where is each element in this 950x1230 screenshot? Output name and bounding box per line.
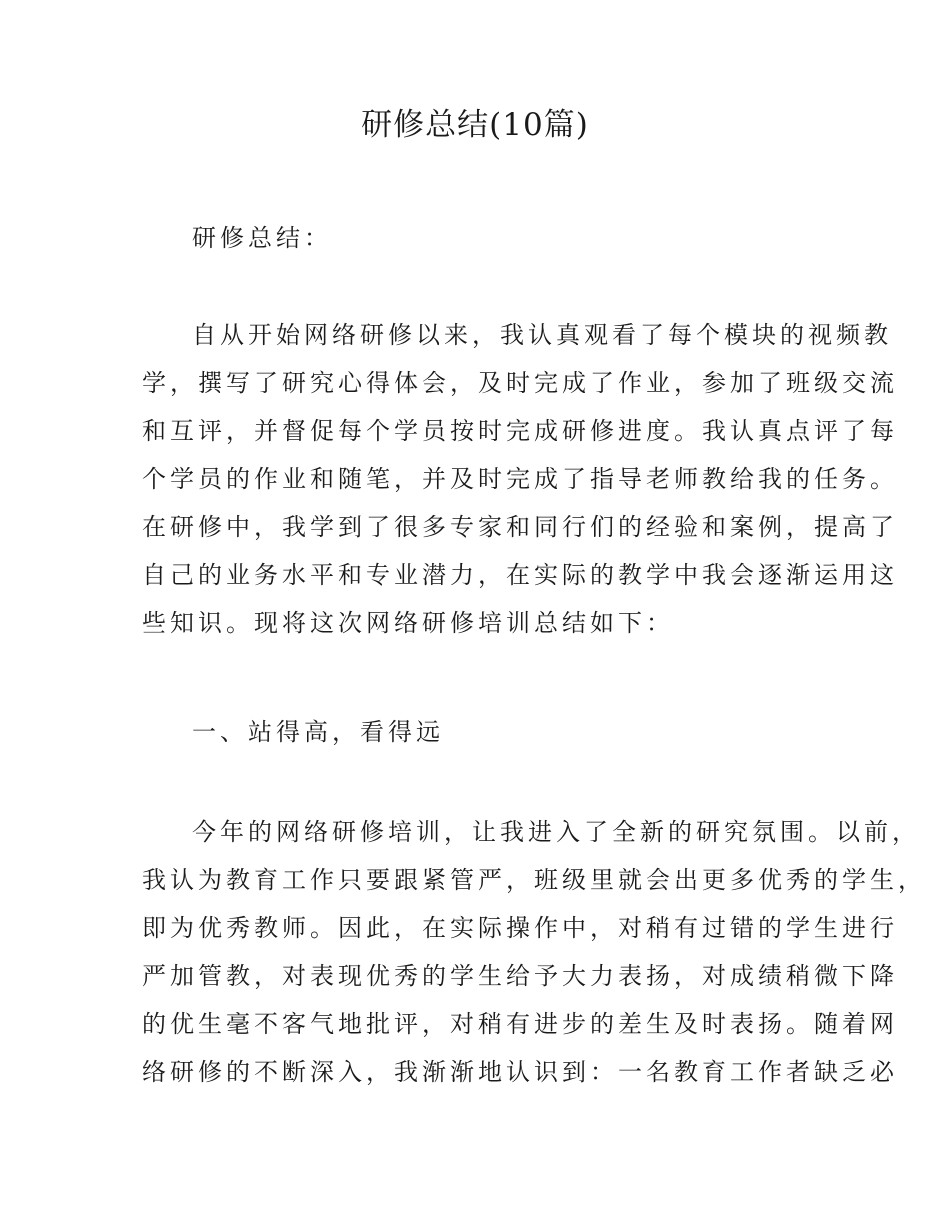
- paragraph-1: [142, 311, 898, 647]
- paragraph-1-line: 学，撰写了研究心得体会，及时完成了作业，参加了班级交流: [142, 369, 898, 397]
- paragraph-1-line: 自从开始网络研修以来，我认真观看了每个模块的视频教: [192, 321, 892, 349]
- section-1-heading: 一、站得高，看得远: [192, 718, 444, 746]
- paragraph-2-line: 我认为教育工作只要跟紧管严，班级里就会出更多优秀的学生，: [142, 866, 926, 894]
- paragraph-2-line: 络研修的不断深入，我渐渐地认识到：一名教育工作者缺乏必: [142, 1058, 898, 1086]
- paragraph-1-line: 些知识。现将这次网络研修培训总结如下：: [142, 609, 674, 637]
- paragraph-1-line: 在研修中，我学到了很多专家和同行们的经验和案例，提高了: [142, 513, 898, 541]
- paragraph-2-line: 即为优秀教师。因此，在实际操作中，对稍有过错的学生进行: [142, 914, 898, 942]
- paragraph-1-line: 自己的业务水平和专业潜力，在实际的教学中我会逐渐运用这: [142, 561, 898, 589]
- paragraph-2-line: 的优生毫不客气地批评，对稍有进步的差生及时表扬。随着网: [142, 1010, 898, 1038]
- paragraph-2-line: 严加管教，对表现优秀的学生给予大力表扬，对成绩稍微下降: [142, 962, 898, 990]
- heading-label: 研修总结：: [192, 224, 332, 252]
- paragraph-2: [142, 808, 926, 1096]
- document-title: 研修总结(10篇): [361, 107, 589, 143]
- paragraph-2-line: 今年的网络研修培训，让我进入了全新的研究氛围。以前，: [192, 818, 920, 846]
- paragraph-1-line: 个学员的作业和随笔，并及时完成了指导老师教给我的任务。: [142, 465, 898, 493]
- paragraph-1-line: 和互评，并督促每个学员按时完成研修进度。我认真点评了每: [142, 417, 898, 445]
